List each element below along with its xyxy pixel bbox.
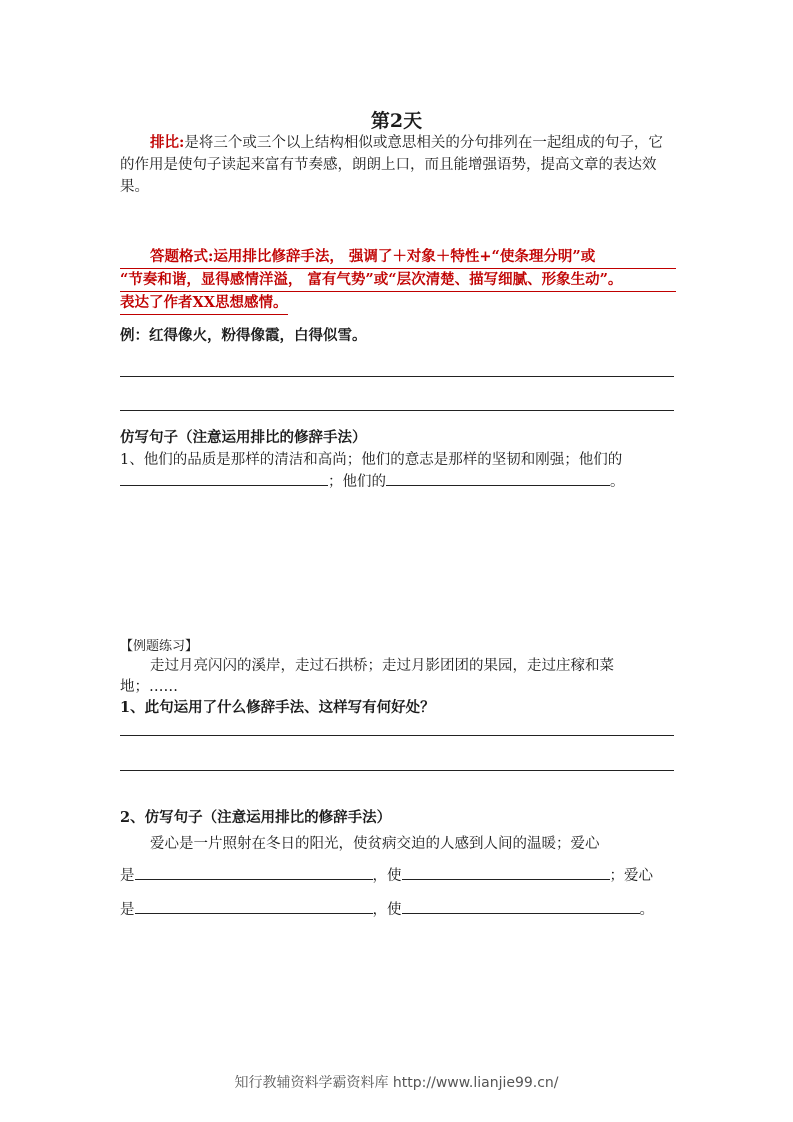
question-2-line3: 是 ，使 。 <box>120 898 676 921</box>
example-sentence: 例：红得像火，粉得像霞，白得似雪。 <box>120 327 367 344</box>
question-2-heading: 2、仿写句子（注意运用排比的修辞手法） <box>120 809 392 826</box>
practice-passage-line2: 地；…… <box>120 679 178 695</box>
answer-format <box>120 246 676 315</box>
fill-blank[interactable] <box>402 864 610 880</box>
answer-format-label: 答题格式: <box>150 248 214 265</box>
definition-term: 排比: <box>150 134 185 151</box>
fill-blank[interactable] <box>120 470 328 486</box>
practice-passage-line1: 走过月亮闪闪的溪岸，走过石拱桥；走过月影团团的果园，走过庄稼和菜 <box>150 658 614 674</box>
fill-blank[interactable] <box>135 864 373 880</box>
question-2-line1: 爱心是一片照射在冬日的阳光，使贫病交迫的人感到人间的温暖；爱心 <box>150 836 600 852</box>
fill-blank[interactable] <box>135 898 373 914</box>
answer-format-line2: “节奏和谐，显得感情洋溢， 富有气势”或“层次清楚、描写细腻、形象生动”。 <box>120 269 676 292</box>
answer-format-line1: 答题格式:运用排比修辞手法， 强调了＋对象＋特性+“使条理分明”或 <box>120 246 676 269</box>
imitate-heading: 仿写句子（注意运用排比的修辞手法） <box>120 429 367 446</box>
imitate-line1: 1、他们的品质是那样的清洁和高尚；他们的意志是那样的坚韧和刚强；他们的 <box>120 452 623 468</box>
fill-blank[interactable] <box>386 470 610 486</box>
practice-label: 【例题练习】 <box>120 639 199 654</box>
imitate-line2: ；他们的 。 <box>120 470 676 493</box>
answer-line <box>120 410 674 411</box>
question-2-line2: 是 ，使 ；爱心 <box>120 864 676 887</box>
definition-paragraph <box>120 132 676 198</box>
fill-blank[interactable] <box>402 898 640 914</box>
answer-line <box>120 770 674 771</box>
definition-text: 是将三个或三个以上结构相似或意思相关的分句排列在一起组成的句子，它的作用是使句子读起来富有节奏感，朗朗上口，而且能增强语势，提高文章的表达效果。 <box>120 135 663 195</box>
answer-line <box>120 376 674 377</box>
question-1: 1、此句运用了什么修辞手法、这样写有何好处？ <box>120 699 435 716</box>
answer-line <box>120 735 674 736</box>
answer-format-line3: 表达了作者XX思想感情。 <box>120 292 288 315</box>
footer-watermark: 知行教辅资料学霸资料库 http://www.lianjie99.cn/ <box>234 1075 559 1091</box>
page-title: 第2天 <box>370 110 423 132</box>
